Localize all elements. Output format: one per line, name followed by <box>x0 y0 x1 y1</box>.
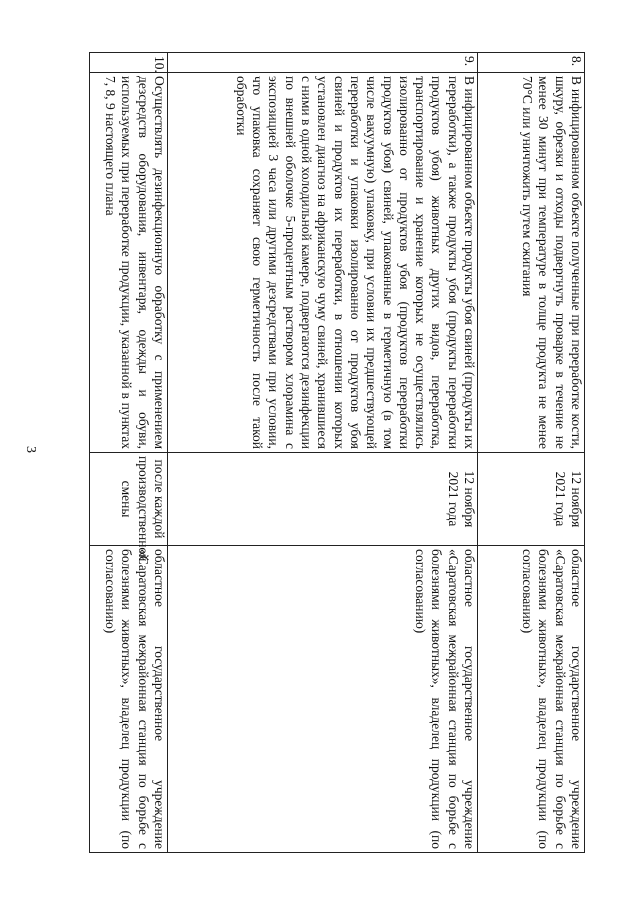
table-row <box>90 53 168 853</box>
measure-text: В инфицированном объекте продукты убоя свиней (продукты их переработки), а также продукты убоя (продукты переработки продуктов убоя) животных других видов, переработка, транспортирование и хранение которых не осуществлялись изолированно от продуктов убоя (продуктов переработки продуктов убоя) свиней, упакованные в герметичную (в том числе вакуумную) упаковку, при условии их предшествующей переработки и упаковки изолированно от продуктов убоя свиней и продуктов их переработки, в отношении которых установлен диагноз на африканскую чуму свиней, хранившиеся с ними в одной холодильной камере, подвергаются дезинфекции по внешней оболочке 5-процентным раствором хлорамина с экспозицией 3 часа или другими дезсредствами при условии, что упаковка сохраняет свою герметичность после такой обработки <box>168 73 478 453</box>
responsible-cell: областное государственное учреждение «Саратовская межрайонная станция по борьбе с болезнями животных», владелец продукции (по согласованию) <box>478 546 585 853</box>
table-row <box>168 53 478 853</box>
measure-text: В инфицированном объекте полученные при переработке кости, шкуру, обрезки и отходы подвергнуть проварке в течение не менее 30 минут при температуре в толще продукта не менее 70°С или уничтожить путем сжигания <box>478 73 585 453</box>
row-number: 10. <box>90 53 168 73</box>
row-number: 9. <box>168 53 478 73</box>
page-number: 3 <box>23 446 38 453</box>
row-number: 8. <box>478 53 585 73</box>
deadline-cell: 12 ноября 2021 года <box>168 453 478 546</box>
table-row <box>478 53 585 853</box>
measure-text: Осуществлять дезинфекционную обработку с применением дезсредств оборудования, инвентаря, одежды и обуви, используемых при переработке продукции, указанной в пунктах 7, 8, 9 настоящего плана <box>90 73 168 453</box>
rotated-page <box>90 52 585 852</box>
deadline-cell: после каждой производственной смены <box>90 453 168 546</box>
deadline-cell: 12 ноября 2021 года <box>478 453 585 546</box>
responsible-cell: областное государственное учреждение «Саратовская межрайонная станция по борьбе с болезнями животных», владелец продукции (по согласованию) <box>168 546 478 853</box>
measures-table <box>89 52 585 853</box>
responsible-cell: областное государственное учреждение «Саратовская межрайонная станция по борьбе с болезнями животных», владелец продукции (по согласованию) <box>90 546 168 853</box>
